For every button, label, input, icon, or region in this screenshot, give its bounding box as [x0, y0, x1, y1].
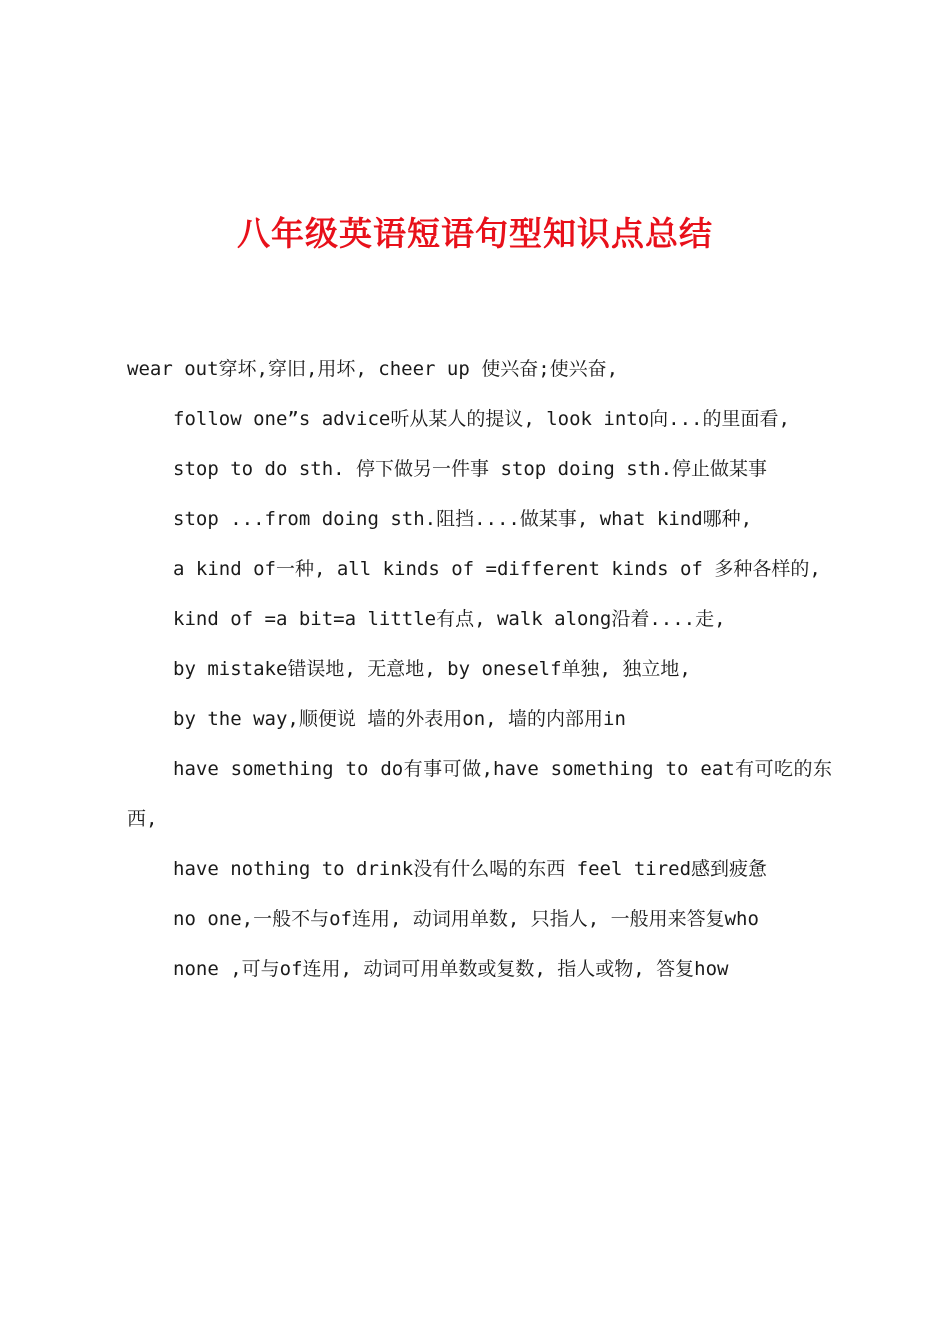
paragraph: wear out穿坏,穿旧,用坏, cheer up 使兴奋;使兴奋, — [127, 358, 619, 380]
paragraph: none ,可与of连用, 动词可用单数或复数, 指人或物, 答复how — [173, 958, 729, 980]
paragraph: stop to do sth. 停下做另一件事 stop doing sth.停止做某事 — [173, 458, 768, 480]
paragraph: follow one”s advice听从某人的提议, look into向...的里面看, — [173, 408, 790, 430]
document-body — [127, 344, 832, 994]
paragraph: kind of =a bit=a little有点, walk along沿着....走, — [173, 608, 726, 630]
paragraph: no one,一般不与of连用, 动词用单数, 只指人, 一般用来答复who — [173, 908, 759, 930]
paragraph: have something to do有事可做,have something to eat有可吃的东西, — [127, 758, 832, 830]
paragraph: have nothing to drink没有什么喝的东西 feel tired感到疲惫 — [173, 858, 768, 880]
paragraph: a kind of一种, all kinds of =different kinds of 多种各样的, — [173, 558, 821, 580]
document-title: 八年级英语短语句型知识点总结 — [237, 214, 713, 253]
paragraph: by the way,顺便说 墙的外表用on, 墙的内部用in — [173, 708, 626, 730]
paragraph: by mistake错误地, 无意地, by oneself单独, 独立地, — [173, 658, 691, 680]
paragraph: stop ...from doing sth.阻挡....做某事, what kind哪种, — [173, 508, 753, 530]
